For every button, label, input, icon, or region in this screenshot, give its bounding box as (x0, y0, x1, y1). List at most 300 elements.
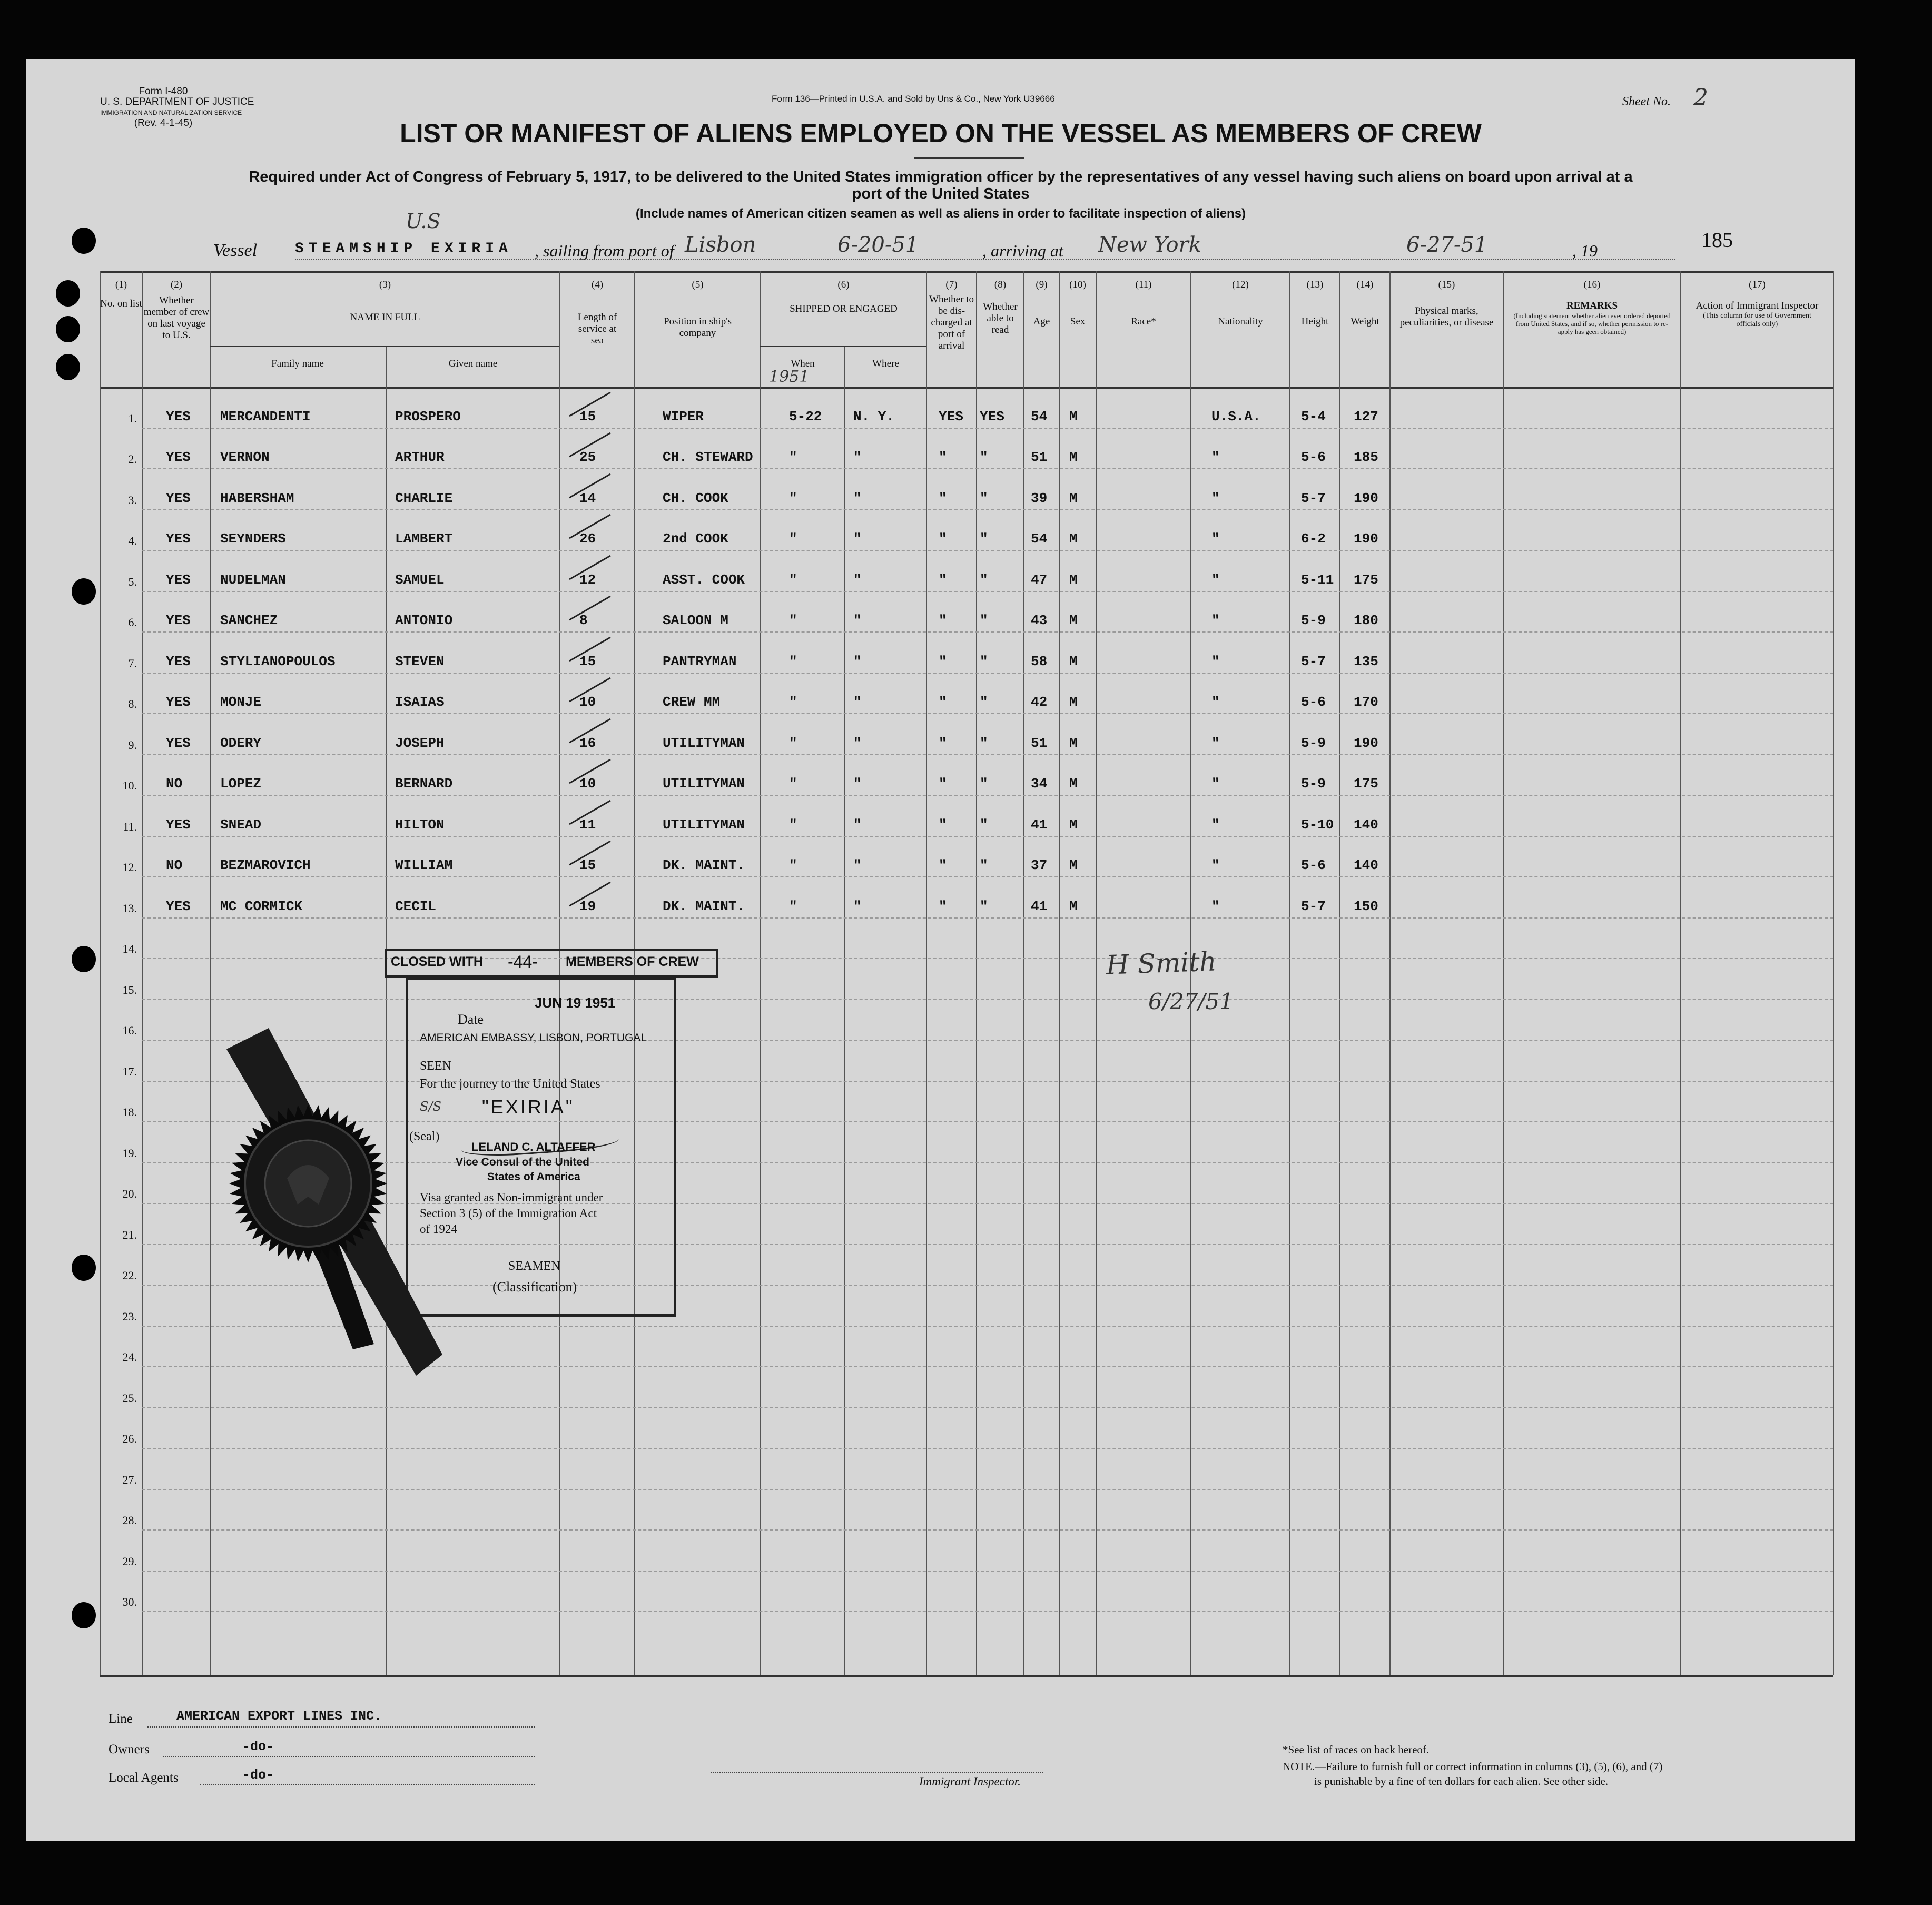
cell-previous-voyage: NO (166, 776, 183, 792)
cell-age: 47 (1031, 572, 1048, 588)
cell-shipped-where: " (853, 817, 862, 833)
cell-family-name: NUDELMAN (220, 572, 286, 588)
cell-sex: M (1069, 654, 1078, 669)
stamp-embassy: AMERICAN EMBASSY, LISBON, PORTUGAL (420, 1032, 647, 1044)
form-number: Form I-480 (139, 86, 188, 97)
row-number: 16. (122, 1024, 137, 1037)
us-mark: U.S (406, 210, 441, 233)
cell-family-name: SANCHEZ (220, 613, 278, 628)
cell-given-name: JOSEPH (395, 735, 445, 751)
row-rule (142, 1448, 1833, 1449)
col-6-number: (6) (837, 279, 850, 290)
cell-family-name: BEZMAROVICH (220, 857, 311, 873)
cell-to-be-discharged: " (939, 857, 947, 873)
owners-label: Owners (109, 1742, 150, 1756)
cell-family-name: ODERY (220, 735, 262, 751)
col-physical-marks: Physical marks, peculiarities, or disease (1399, 305, 1494, 328)
cell-able-to-read: " (980, 449, 988, 465)
cell-shipped-where: " (853, 490, 862, 506)
row-rule (142, 1611, 1833, 1612)
cell-shipped-when: " (789, 857, 797, 873)
department: U. S. DEPARTMENT OF JUSTICE (100, 96, 254, 107)
cell-height: 5-7 (1301, 490, 1326, 506)
cell-shipped-when: " (789, 817, 797, 833)
row-rule (142, 428, 1833, 429)
vessel-label: Vessel (213, 241, 258, 260)
cell-shipped-where: " (853, 857, 862, 873)
col-height: Height (1301, 316, 1329, 327)
cell-able-to-read: " (980, 654, 988, 669)
cell-service-years: 15 (579, 409, 596, 425)
row-number: 19. (122, 1147, 137, 1160)
sailing-port: Lisbon (685, 233, 756, 257)
col-9-number: (9) (1036, 279, 1048, 290)
col-when: When (791, 358, 815, 369)
cell-given-name: ISAIAS (395, 694, 445, 710)
cell-shipped-where: " (853, 776, 862, 792)
row-number: 8. (128, 697, 137, 710)
cell-nationality: " (1211, 490, 1220, 506)
cell-age: 41 (1031, 817, 1048, 833)
col-14-number: (14) (1356, 279, 1374, 290)
cell-position: WIPER (663, 409, 704, 425)
cell-able-to-read: " (980, 776, 988, 792)
row-number: 4. (128, 534, 137, 547)
col-8-number: (8) (994, 279, 1007, 290)
stamp-ship: "EXIRIA" (482, 1096, 575, 1118)
cell-able-to-read: " (980, 531, 988, 547)
cell-weight: 135 (1354, 654, 1378, 669)
cell-able-to-read: " (980, 490, 988, 506)
cell-shipped-when: " (789, 654, 797, 669)
row-rule (142, 917, 1833, 919)
row-rule (142, 754, 1833, 755)
col-nationality: Nationality (1218, 316, 1263, 327)
page-title: LIST OR MANIFEST OF ALIENS EMPLOYED ON THE VESSEL AS MEMBERS OF CREW (400, 119, 1482, 148)
line-value: AMERICAN EXPORT LINES INC. (176, 1709, 382, 1724)
col-inspector-action: Action of Immigrant Inspector (1696, 300, 1819, 311)
col-age: Age (1033, 316, 1050, 327)
cell-previous-voyage: YES (166, 817, 191, 833)
col-2-number: (2) (170, 279, 183, 290)
row-number: 1. (128, 412, 137, 425)
cell-family-name: HABERSHAM (220, 490, 294, 506)
row-rule (142, 1529, 1833, 1531)
cell-family-name: LOPEZ (220, 776, 262, 792)
punch-hole (56, 354, 80, 380)
cell-given-name: SAMUEL (395, 572, 445, 588)
punch-hole (72, 1602, 96, 1628)
cell-given-name: WILLIAM (395, 857, 453, 873)
row-rule (142, 795, 1833, 796)
row-number: 28. (122, 1514, 137, 1527)
col-shipped-or-engaged: SHIPPED OR ENGAGED (790, 303, 898, 314)
row-number: 30. (122, 1595, 137, 1608)
cell-previous-voyage: YES (166, 490, 191, 506)
check-mark (569, 596, 610, 621)
cell-sex: M (1069, 531, 1078, 547)
cell-previous-voyage: YES (166, 531, 191, 547)
cell-height: 5-6 (1301, 449, 1326, 465)
row-number: 10. (122, 779, 137, 792)
row-rule (142, 713, 1833, 714)
printer-line: Form 136—Printed in U.S.A. and Sold by Uns & Co., New York U39666 (772, 94, 1055, 104)
arriving-date: 6-27-51 (1406, 233, 1488, 257)
cell-weight: 175 (1354, 572, 1378, 588)
row-number: 26. (122, 1432, 137, 1445)
col-given-name: Given name (448, 358, 498, 369)
subtitle-3: (Include names of American citizen seamen as well as aliens in order to facilitate inspection of aliens) (635, 206, 1246, 221)
punch-hole (72, 946, 96, 972)
row-number: 21. (122, 1228, 137, 1241)
cell-shipped-when: " (789, 531, 797, 547)
subtitle-1: Required under Act of Congress of February 5, 1917, to be delivered to the United States immigration officer by the representatives of any vessel having such aliens on board upon arrival at a (249, 169, 1633, 185)
cell-family-name: STYLIANOPOULOS (220, 654, 336, 669)
cell-family-name: MC CORMICK (220, 899, 303, 914)
cell-shipped-where: " (853, 449, 862, 465)
col-able-to-read: Whether able to read (983, 301, 1018, 335)
cell-sex: M (1069, 735, 1078, 751)
stamp-admitted-1: Visa granted as Non-immigrant under (420, 1191, 603, 1204)
stamp-classification: SEAMEN (508, 1259, 560, 1273)
cell-height: 5-9 (1301, 776, 1326, 792)
col-15-number: (15) (1438, 279, 1455, 290)
punch-hole (56, 280, 80, 307)
cell-height: 5-7 (1301, 899, 1326, 914)
cell-previous-voyage: YES (166, 694, 191, 710)
cell-height: 5-9 (1301, 735, 1326, 751)
cell-to-be-discharged: " (939, 531, 947, 547)
cell-given-name: CHARLIE (395, 490, 453, 506)
col-length-of-service: Length of service at sea (577, 312, 617, 346)
cell-service-years: 8 (579, 613, 588, 628)
cell-previous-voyage: YES (166, 449, 191, 465)
cell-previous-voyage: YES (166, 613, 191, 628)
punch-hole (56, 316, 80, 342)
row-rule (142, 673, 1833, 674)
cell-sex: M (1069, 409, 1078, 425)
col-where: Where (872, 358, 899, 369)
cell-nationality: " (1211, 654, 1220, 669)
subtitle-2: port of the United States (852, 185, 1030, 202)
cell-service-years: 26 (579, 531, 596, 547)
cell-to-be-discharged: " (939, 735, 947, 751)
row-rule (142, 999, 1833, 1000)
row-number: 14. (122, 942, 137, 955)
cell-service-years: 16 (579, 735, 596, 751)
cell-position: UTILITYMAN (663, 776, 745, 792)
row-number: 2. (128, 452, 137, 466)
cell-nationality: " (1211, 857, 1220, 873)
cell-sex: M (1069, 817, 1078, 833)
cell-able-to-read: " (980, 694, 988, 710)
closed-members-label: MEMBERS OF CREW (566, 954, 699, 969)
cell-shipped-where: " (853, 694, 862, 710)
stamp-admitted-3: of 1924 (420, 1222, 457, 1236)
owners-value: -do- (242, 1739, 274, 1754)
cell-to-be-discharged: " (939, 572, 947, 588)
stamp-date: JUN 19 1951 (535, 995, 616, 1011)
cell-sex: M (1069, 490, 1078, 506)
cell-shipped-where: " (853, 735, 862, 751)
cell-nationality: " (1211, 817, 1220, 833)
stamp-title-1: Vice Consul of the United (456, 1156, 589, 1168)
cell-sex: M (1069, 899, 1078, 914)
cell-previous-voyage: YES (166, 654, 191, 669)
cell-weight: 170 (1354, 694, 1378, 710)
cell-able-to-read: YES (980, 409, 1004, 425)
cell-to-be-discharged: YES (939, 409, 963, 425)
cell-family-name: MERCANDENTI (220, 409, 311, 425)
sailing-label: , sailing from port of (535, 241, 674, 260)
cell-shipped-where: " (853, 899, 862, 914)
cell-sex: M (1069, 449, 1078, 465)
cell-family-name: SEYNDERS (220, 531, 286, 547)
row-rule (142, 509, 1833, 510)
cell-nationality: " (1211, 449, 1220, 465)
cell-shipped-when: 5-22 (789, 409, 822, 425)
cell-weight: 180 (1354, 613, 1378, 628)
cell-to-be-discharged: " (939, 694, 947, 710)
col-last-voyage: Whether member of crew on last voyage to U.S. (143, 295, 210, 341)
row-number: 7. (128, 657, 137, 670)
service: IMMIGRATION AND NATURALIZATION SERVICE (100, 109, 242, 116)
cell-to-be-discharged: " (939, 449, 947, 465)
row-number: 11. (123, 820, 137, 833)
cell-position: CH. STEWARD (663, 449, 753, 465)
row-number: 25. (122, 1391, 137, 1405)
row-number: 12. (122, 861, 137, 874)
cell-nationality: " (1211, 613, 1220, 628)
col-remarks: REMARKS (1566, 300, 1618, 311)
races-note: *See list of races on back hereof. (1283, 1743, 1430, 1756)
closed-count: -44- (508, 952, 538, 971)
cell-shipped-where: " (853, 613, 862, 628)
line-label: Line (109, 1712, 133, 1726)
agents-value: -do- (242, 1768, 274, 1783)
row-rule (142, 1407, 1833, 1408)
cell-previous-voyage: YES (166, 899, 191, 914)
cell-position: ASST. COOK (663, 572, 745, 588)
cell-able-to-read: " (980, 613, 988, 628)
cell-able-to-read: " (980, 899, 988, 914)
cell-weight: 127 (1354, 409, 1378, 425)
cell-service-years: 11 (579, 817, 596, 833)
cell-nationality: U.S.A. (1211, 409, 1261, 425)
cell-weight: 150 (1354, 899, 1378, 914)
cell-to-be-discharged: " (939, 654, 947, 669)
row-rule (142, 1489, 1833, 1490)
cell-height: 6-2 (1301, 531, 1326, 547)
revision: (Rev. 4-1-45) (134, 117, 193, 129)
cell-nationality: " (1211, 572, 1220, 588)
cell-weight: 140 (1354, 817, 1378, 833)
fine-note-2: is punishable by a fine of ten dollars for each alien. See other side. (1314, 1775, 1609, 1788)
inspector-date: 6/27/51 (1148, 989, 1234, 1014)
cell-position: DK. MAINT. (663, 899, 745, 914)
col-3-number: (3) (379, 279, 391, 290)
col-inspector-note: (This column for use of Government officials only) (1703, 312, 1811, 328)
stamp-ship-prefix: S/S (420, 1099, 441, 1114)
stamp-journey: For the journey to the United States (420, 1077, 600, 1091)
cell-shipped-when: " (789, 490, 797, 506)
cell-nationality: " (1211, 694, 1220, 710)
cell-service-years: 19 (579, 899, 596, 914)
stamp-officer: LELAND C. ALTAFFER (471, 1140, 596, 1153)
cell-previous-voyage: YES (166, 572, 191, 588)
arriving-label: , arriving at (982, 241, 1063, 260)
cell-position: CH. COOK (663, 490, 728, 506)
cell-position: UTILITYMAN (663, 735, 745, 751)
cell-nationality: " (1211, 735, 1220, 751)
cell-able-to-read: " (980, 572, 988, 588)
closed-with-stamp (385, 949, 718, 978)
cell-shipped-where: " (853, 531, 862, 547)
inspector-signature: H Smith (1106, 946, 1217, 981)
cell-shipped-when: " (789, 735, 797, 751)
col-4-number: (4) (591, 279, 604, 290)
cell-given-name: ANTONIO (395, 613, 453, 628)
col-race: Race* (1131, 316, 1156, 327)
cell-position: SALOON M (663, 613, 728, 628)
row-number: 3. (128, 493, 137, 507)
row-number: 24. (122, 1350, 137, 1364)
cell-shipped-when: " (789, 449, 797, 465)
cell-shipped-when: " (789, 899, 797, 914)
cell-weight: 185 (1354, 449, 1378, 465)
row-number: 17. (122, 1065, 137, 1078)
cell-position: DK. MAINT. (663, 857, 745, 873)
row-rule (142, 836, 1833, 837)
cell-given-name: HILTON (395, 817, 445, 833)
col-discharged: Whether to be dis-charged at port of arrival (929, 294, 974, 351)
cell-service-years: 10 (579, 694, 596, 710)
cell-given-name: CECIL (395, 899, 437, 914)
col-sex: Sex (1070, 316, 1086, 327)
cell-previous-voyage: YES (166, 735, 191, 751)
cell-height: 5-6 (1301, 694, 1326, 710)
cell-nationality: " (1211, 899, 1220, 914)
cell-nationality: " (1211, 531, 1220, 547)
cell-age: 54 (1031, 409, 1048, 425)
cell-service-years: 14 (579, 490, 596, 506)
arriving-port: New York (1098, 233, 1201, 257)
col-13-number: (13) (1306, 279, 1324, 290)
cell-shipped-when: " (789, 572, 797, 588)
col-weight: Weight (1351, 316, 1379, 327)
sailing-date: 6-20-51 (837, 233, 919, 257)
cell-to-be-discharged: " (939, 899, 947, 914)
cell-age: 41 (1031, 899, 1048, 914)
agents-label: Local Agents (109, 1771, 179, 1785)
col-family-name: Family name (271, 358, 324, 369)
row-number: 6. (128, 616, 137, 629)
stamp-admitted-2: Section 3 (5) of the Immigration Act (420, 1207, 597, 1220)
cell-able-to-read: " (980, 817, 988, 833)
stamp-date-label: Date (458, 1012, 484, 1027)
row-number: 15. (122, 983, 137, 996)
col-no-on-list: No. on list (100, 298, 142, 309)
cell-to-be-discharged: " (939, 817, 947, 833)
cell-weight: 190 (1354, 490, 1378, 506)
row-number: 23. (122, 1310, 137, 1323)
cell-weight: 140 (1354, 857, 1378, 873)
cell-family-name: SNEAD (220, 817, 262, 833)
cell-service-years: 15 (579, 857, 596, 873)
cell-height: 5-6 (1301, 857, 1326, 873)
fine-note-1: NOTE.—Failure to furnish full or correct information in columns (3), (5), (6), and (7) (1283, 1760, 1663, 1773)
cell-age: 34 (1031, 776, 1048, 792)
cell-shipped-where: " (853, 572, 862, 588)
cell-given-name: ARTHUR (395, 449, 445, 465)
row-number: 29. (122, 1555, 137, 1568)
cell-position: PANTRYMAN (663, 654, 737, 669)
cell-sex: M (1069, 694, 1078, 710)
col-7-number: (7) (945, 279, 958, 290)
punch-hole (72, 1255, 96, 1281)
cell-previous-voyage: YES (166, 409, 191, 425)
col-5-number: (5) (692, 279, 704, 290)
row-rule (142, 876, 1833, 877)
cell-shipped-when: " (789, 613, 797, 628)
cell-sex: M (1069, 613, 1078, 628)
row-rule (142, 631, 1833, 633)
punch-hole (72, 578, 96, 605)
manifest-sheet (26, 59, 1855, 1841)
col-12-number: (12) (1232, 279, 1249, 290)
vessel-name: STEAMSHIP EXIRIA (295, 241, 512, 257)
cell-age: 37 (1031, 857, 1048, 873)
shipped-year: 1951 (769, 368, 810, 386)
cell-height: 5-9 (1301, 613, 1326, 628)
cell-height: 5-7 (1301, 654, 1326, 669)
sheet-number: 2 (1693, 84, 1708, 111)
cell-weight: 190 (1354, 735, 1378, 751)
cell-to-be-discharged: " (939, 613, 947, 628)
cell-given-name: LAMBERT (395, 531, 453, 547)
cell-shipped-where: N. Y. (853, 409, 895, 425)
cell-given-name: BERNARD (395, 776, 453, 792)
cell-sex: M (1069, 776, 1078, 792)
row-number: 22. (122, 1269, 137, 1282)
cell-shipped-when: " (789, 694, 797, 710)
sheet-label: Sheet No. (1622, 95, 1671, 108)
row-rule (142, 550, 1833, 551)
cell-service-years: 15 (579, 654, 596, 669)
closed-with-label: CLOSED WITH (391, 954, 483, 969)
stamp-classification-label: (Classification) (492, 1279, 577, 1295)
cell-service-years: 10 (579, 776, 596, 792)
cell-position: CREW MM (663, 694, 721, 710)
row-number: 27. (122, 1473, 137, 1486)
cell-to-be-discharged: " (939, 776, 947, 792)
row-number: 13. (122, 902, 137, 915)
cell-age: 51 (1031, 735, 1048, 751)
col-10-number: (10) (1069, 279, 1086, 290)
cell-service-years: 25 (579, 449, 596, 465)
cell-previous-voyage: NO (166, 857, 183, 873)
cell-weight: 175 (1354, 776, 1378, 792)
cell-service-years: 12 (579, 572, 596, 588)
cell-age: 39 (1031, 490, 1048, 506)
row-rule (142, 591, 1833, 592)
cell-family-name: VERNON (220, 449, 270, 465)
col-position: Position in ship's company (663, 316, 732, 339)
inspector-label: Immigrant Inspector. (919, 1775, 1021, 1788)
row-rule (142, 468, 1833, 469)
cell-age: 58 (1031, 654, 1048, 669)
row-rule (142, 1571, 1833, 1572)
